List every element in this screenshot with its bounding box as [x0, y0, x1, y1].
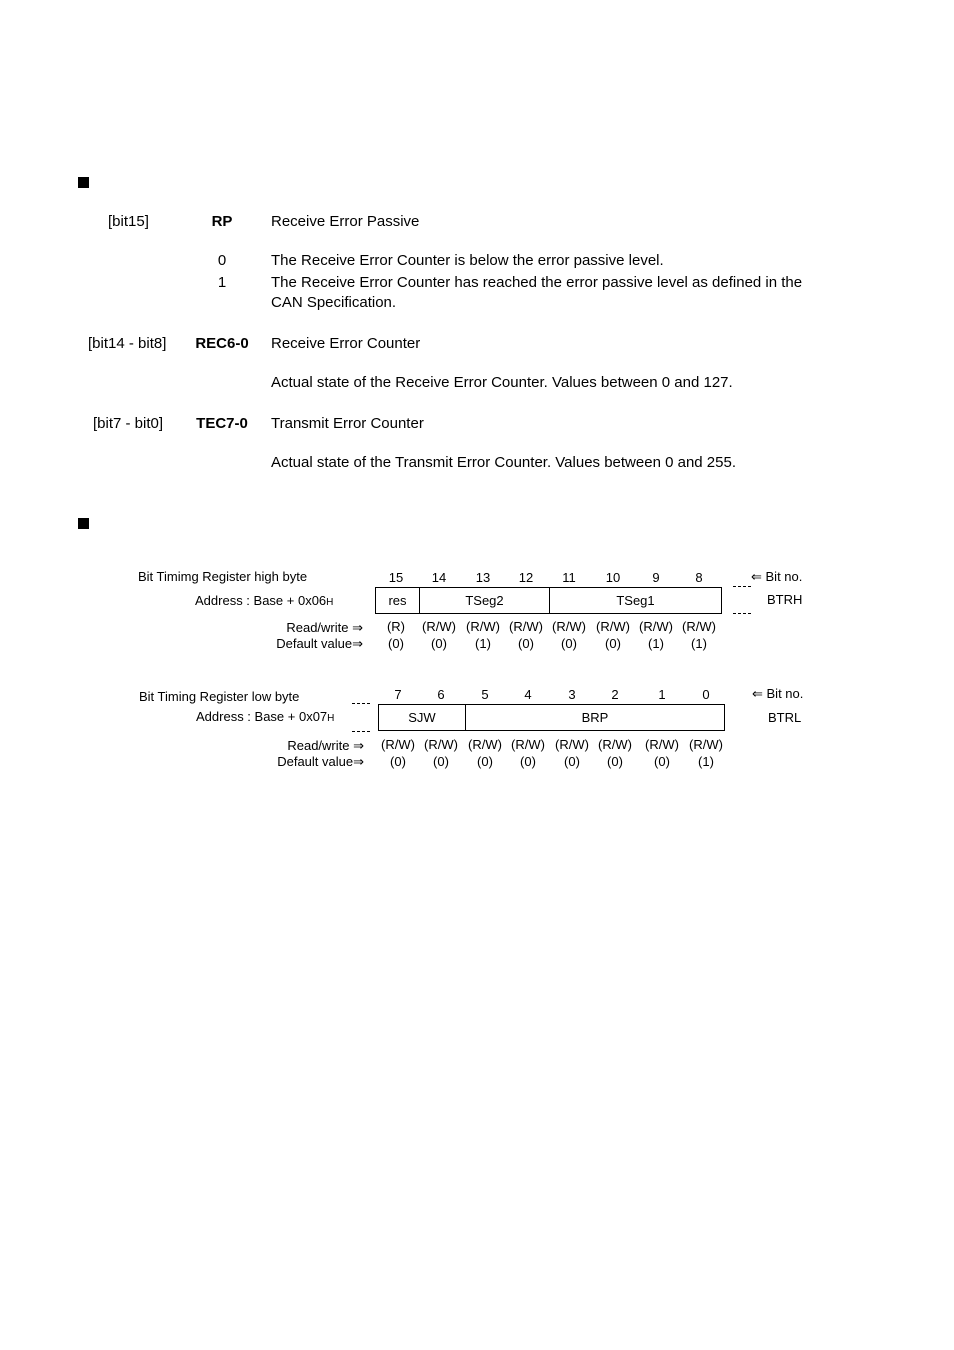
btrl-bit-number: 0 — [702, 687, 710, 702]
btrl-bit-number: 5 — [481, 687, 489, 702]
btrh-default-value: (1) — [691, 636, 707, 651]
bit-range-rec: [bit14 - bit8] — [88, 335, 167, 352]
field-name-rec: REC6-0 — [195, 335, 249, 352]
btrh-rw-value: (R/W) — [596, 619, 630, 634]
btrl-rw-value: (R/W) — [468, 737, 502, 752]
btrh-rw-value: (R/W) — [682, 619, 716, 634]
btrl-rw-label: Read/write ⇒ — [287, 738, 364, 753]
rp-desc-1-cont: CAN Specification. — [271, 294, 397, 311]
rp-value-1: 1 — [217, 274, 227, 291]
btrl-default-value: (0) — [607, 754, 623, 769]
btrh-default-value: (1) — [475, 636, 491, 651]
btrl-bit-number: 3 — [568, 687, 576, 702]
btrl-address: Address : Base + 0x07H — [196, 709, 335, 724]
btrl-register-name: BTRL — [768, 710, 802, 725]
btrh-default-label: Default value⇒ — [276, 636, 363, 651]
btrh-bit-number: 14 — [431, 570, 447, 585]
rp-desc-0: The Receive Error Counter is below the error passive level. — [271, 252, 664, 269]
btrl-bitno-label: ⇐ Bit no. — [752, 686, 804, 701]
btrh-rw-value: (R/W) — [509, 619, 543, 634]
btrh-rw-value: (R/W) — [466, 619, 500, 634]
field-title-tec: Transmit Error Counter — [271, 415, 424, 432]
btrh-default-value: (0) — [388, 636, 404, 651]
section-bullet-2 — [78, 518, 89, 529]
btrh-rw-value: (R/W) — [552, 619, 586, 634]
btrl-bit-number: 1 — [658, 687, 666, 702]
btrl-dash-bottom — [352, 731, 370, 732]
rec-desc: Actual state of the Receive Error Counter. Values between 0 and 127. — [271, 374, 733, 391]
btrh-default-value: (0) — [561, 636, 577, 651]
btrl-bit-number: 2 — [611, 687, 619, 702]
btrl-register-box — [378, 704, 725, 731]
btrh-rw-label: Read/write ⇒ — [286, 620, 363, 635]
field-title-rp: Receive Error Passive — [271, 213, 420, 230]
btrh-bit-number: 15 — [388, 570, 404, 585]
btrl-bit-number: 6 — [437, 687, 445, 702]
btrl-rw-value: (R/W) — [645, 737, 679, 752]
btrl-default-value: (0) — [564, 754, 580, 769]
btrh-field-tseg2: TSeg2 — [465, 593, 504, 608]
btrh-register-box — [375, 587, 722, 614]
btrl-default-value: (0) — [433, 754, 449, 769]
btrh-default-value: (0) — [518, 636, 534, 651]
btrh-bit-number: 10 — [605, 570, 621, 585]
btrl-rw-value: (R/W) — [381, 737, 415, 752]
btrh-field-res: res — [388, 593, 407, 608]
field-name-rp: RP — [211, 213, 233, 230]
btrl-dash-top — [352, 703, 370, 704]
btrl-field-sjw: SJW — [408, 710, 436, 725]
btrh-field-tseg1: TSeg1 — [616, 593, 655, 608]
btrh-default-value: (0) — [605, 636, 621, 651]
btrh-bit-number: 12 — [518, 570, 534, 585]
btrh-bit-number: 8 — [695, 570, 703, 585]
btrh-bitno-label: ⇐ Bit no. — [751, 569, 803, 584]
btrh-default-value: (1) — [648, 636, 664, 651]
btrl-field-brp: BRP — [581, 710, 609, 725]
btrh-rw-value: (R/W) — [639, 619, 673, 634]
rp-value-0: 0 — [217, 252, 227, 269]
btrl-bit-number: 4 — [524, 687, 532, 702]
btrl-rw-value: (R/W) — [689, 737, 723, 752]
tec-desc: Actual state of the Transmit Error Counter. Values between 0 and 255. — [271, 454, 736, 471]
bit-range-tec: [bit7 - bit0] — [93, 415, 164, 432]
btrh-bit-number: 11 — [562, 570, 576, 585]
bit-range-rp: [bit15] — [108, 213, 149, 230]
btrl-bit-number: 7 — [394, 687, 402, 702]
btrl-default-value: (1) — [698, 754, 714, 769]
field-title-rec: Receive Error Counter — [271, 335, 421, 352]
btrl-rw-value: (R/W) — [511, 737, 545, 752]
btrh-address: Address : Base + 0x06H — [195, 593, 334, 608]
btrl-rw-value: (R/W) — [555, 737, 589, 752]
btrh-default-value: (0) — [431, 636, 447, 651]
btrh-caption: Bit Timimg Register high byte — [138, 569, 308, 584]
btrl-default-value: (0) — [390, 754, 406, 769]
rp-desc-1: The Receive Error Counter has reached the error passive level as defined in the — [271, 274, 803, 291]
btrh-register-name: BTRH — [767, 592, 803, 607]
btrh-rw-value: (R/W) — [422, 619, 456, 634]
btrl-default-value: (0) — [477, 754, 493, 769]
btrh-bit-number: 9 — [652, 570, 660, 585]
btrh-rw-value: (R) — [386, 619, 406, 634]
btrl-default-label: Default value⇒ — [277, 754, 364, 769]
btrh-dash-bottom — [733, 613, 751, 614]
btrl-rw-value: (R/W) — [598, 737, 632, 752]
btrl-rw-value: (R/W) — [424, 737, 458, 752]
btrh-bit-number: 13 — [475, 570, 491, 585]
btrl-default-value: (0) — [654, 754, 670, 769]
field-name-tec: TEC7-0 — [196, 415, 248, 432]
btrl-caption: Bit Timing Register low byte — [139, 689, 300, 704]
btrh-dash-top — [733, 586, 751, 587]
btrl-default-value: (0) — [520, 754, 536, 769]
section-bullet-1 — [78, 177, 89, 188]
